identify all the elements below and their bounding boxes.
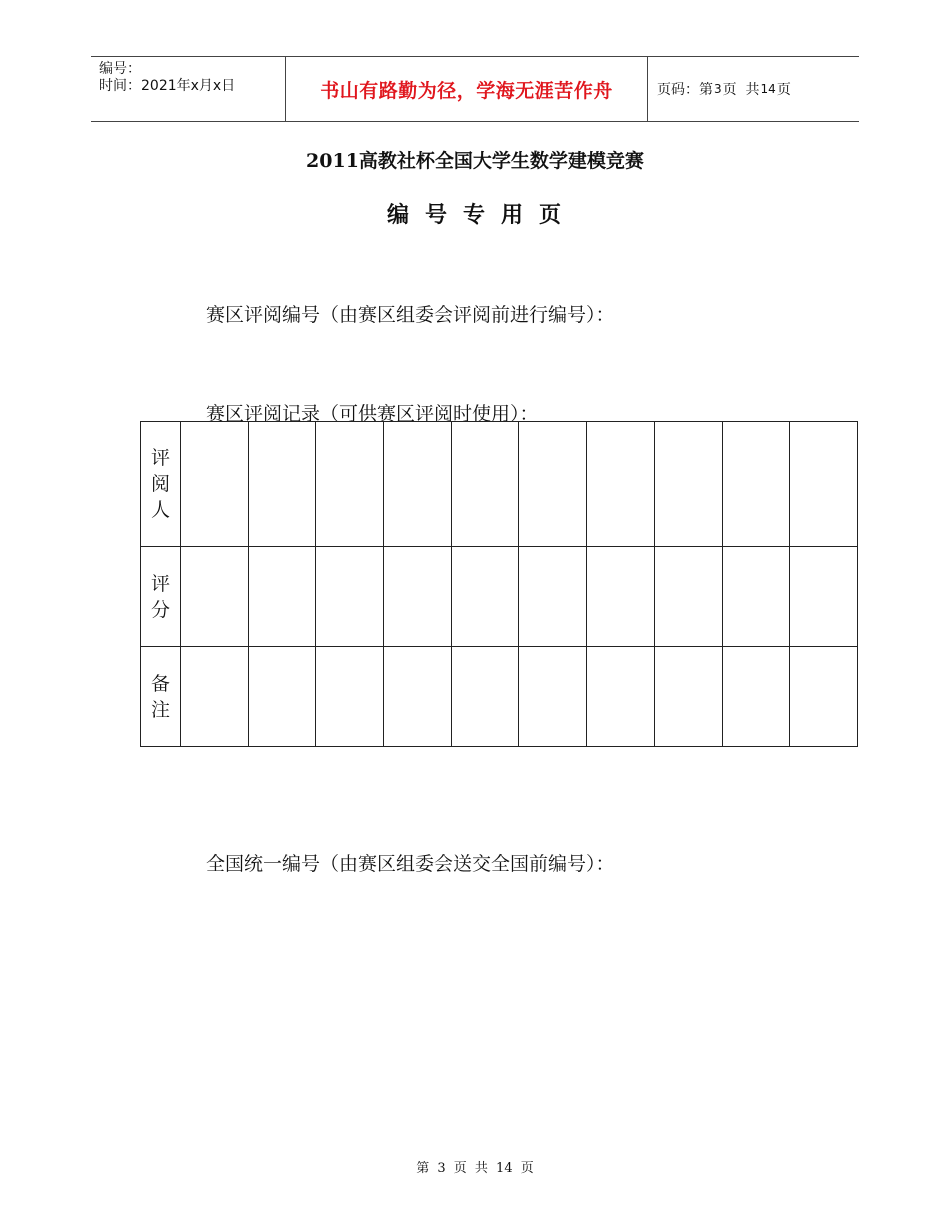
blank-cell[interactable] [181, 647, 249, 747]
blank-cell[interactable] [587, 422, 655, 547]
page-suffix: 页 [776, 82, 791, 98]
document-subtitle: 编号专用页 [386, 202, 577, 228]
blank-cell[interactable] [451, 547, 519, 647]
blank-cell[interactable] [519, 547, 587, 647]
blank-cell[interactable] [384, 647, 452, 747]
blank-cell[interactable] [181, 422, 249, 547]
blank-cell[interactable] [384, 547, 452, 647]
blank-cell[interactable] [316, 547, 384, 647]
page-mid: 页 共 [722, 82, 760, 98]
blank-cell[interactable] [587, 547, 655, 647]
page-footer: 第 3 页 共 14 页 [416, 1161, 534, 1176]
row-label-score: 评 分 [141, 547, 181, 647]
row-label-notes: 备 注 [141, 647, 181, 747]
blank-cell[interactable] [654, 647, 722, 747]
page-header [91, 56, 859, 122]
blank-cell[interactable] [384, 422, 452, 547]
page-prefix: 页码：第 [657, 82, 713, 98]
blank-cell[interactable] [654, 547, 722, 647]
blank-cell[interactable] [790, 547, 858, 647]
blank-cell[interactable] [722, 547, 790, 647]
blank-cell[interactable] [587, 647, 655, 747]
header-page-info [648, 57, 859, 121]
blank-cell[interactable] [316, 422, 384, 547]
blank-cell[interactable] [451, 422, 519, 547]
time-label: 时间：2021年x月x日 [99, 78, 236, 94]
regional-number-label: 赛区评阅编号（由赛区组委会评阅前进行编号）： [206, 304, 615, 326]
number-label: 编号： [99, 61, 141, 77]
page-current: 3 [714, 82, 722, 96]
blank-cell[interactable] [722, 647, 790, 747]
blank-cell[interactable] [248, 647, 316, 747]
blank-cell[interactable] [790, 422, 858, 547]
blank-cell[interactable] [790, 647, 858, 747]
document-title: 2011高教社杯全国大学生数学建模竞赛 [306, 150, 644, 172]
blank-cell[interactable] [248, 422, 316, 547]
regional-record-label: 赛区评阅记录（可供赛区评阅时使用）： [206, 403, 539, 425]
header-meta [91, 57, 286, 121]
blank-cell[interactable] [519, 647, 587, 747]
national-number-label: 全国统一编号（由赛区组委会送交全国前编号）： [206, 853, 615, 875]
blank-cell[interactable] [451, 647, 519, 747]
blank-cell[interactable] [181, 547, 249, 647]
blank-cell[interactable] [654, 422, 722, 547]
table-row-reviewer [141, 422, 858, 547]
blank-cell[interactable] [316, 647, 384, 747]
header-motto: 书山有路勤为径，学海无涯苦作舟 [286, 57, 648, 121]
table-row-score [141, 547, 858, 647]
blank-cell[interactable] [519, 422, 587, 547]
table-row-notes [141, 647, 858, 747]
blank-cell[interactable] [248, 547, 316, 647]
row-label-reviewer: 评 阅 人 [141, 422, 181, 547]
blank-cell[interactable] [722, 422, 790, 547]
page-total: 14 [760, 82, 776, 96]
review-record-table [140, 421, 858, 747]
